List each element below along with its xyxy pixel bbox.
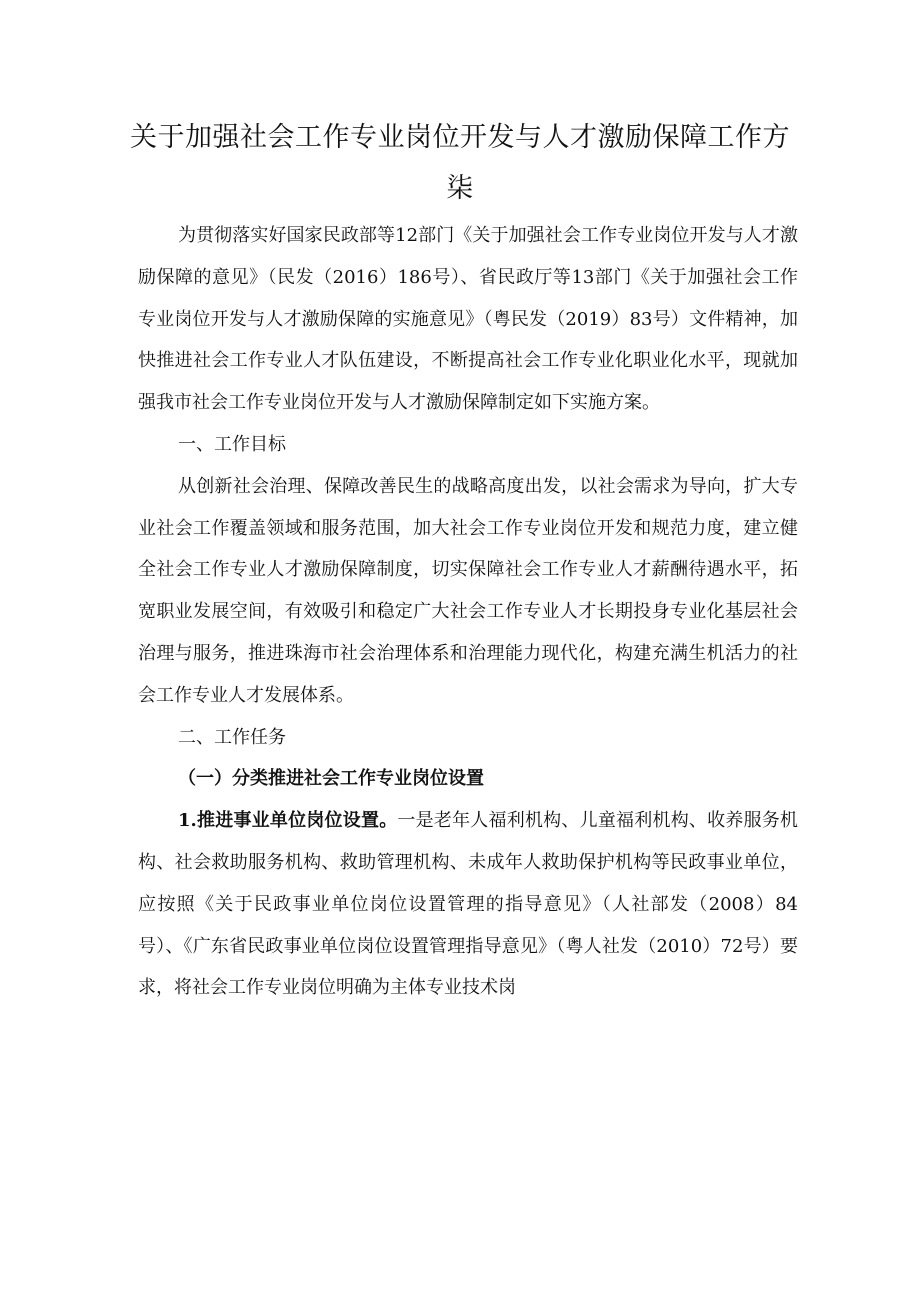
intro-paragraph: 为贯彻落实好国家民政部等12部门《关于加强社会工作专业岗位开发与人才激励保障的意见》（民发（2016）186号）、省民政厅等13部门《关于加强社会工作专业岗位开发与人才激励保障的实施意见》（粤民发（2019）83号）文件精神，加快推进社会工作专业人才队伍建设，不断提高社会工作专业化职业化水平，现就加强我市社会工作专业岗位开发与人才激励保障制定如下实施方案。 [138, 225, 798, 414]
goals-paragraph: 从创新社会治理、保障改善民生的战略高度出发，以社会需求为导向，扩大专业社会工作覆盖领域和服务范围，加大社会工作专业岗位开发和规范力度，建立健全社会工作专业人才激励保障制度，切实保障社会工作专业人才薪酬待遇水平，拓宽职业发展空间，有效吸引和稳定广大社会工作专业人才长期投身专业化基层社会治理与服务，推进珠海市社会治理体系和治理能力现代化，构建充满生机活力的社会工作专业人才发展体系。 [138, 475, 798, 706]
subsection-heading: （一）分类推进社会工作专业岗位设置 [178, 768, 484, 790]
item-lead: 1.推进事业单位岗位设置。 [178, 810, 398, 832]
section-heading-tasks: 二、工作任务 [178, 726, 286, 748]
item-paragraph [138, 800, 798, 1009]
section-heading-goals: 一、工作目标 [178, 433, 286, 455]
item-body: 一是老年人福利机构、儿童福利机构、收养服务机构、社会救助服务机构、救助管理机构、未成年人救助保护机构等民政事业单位，应按照《关于民政事业单位岗位设置管理的指导意见》（人社部发（2008）84号）、《广东省民政事业单位岗位设置管理指导意见》（粤人社发（2010）72号）要求，将社会工作专业岗位明确为主体专业技术岗 [138, 810, 799, 999]
document-title: 关于加强社会工作专业岗位开发与人才激励保障工作方柒 [130, 122, 790, 204]
document-body [138, 215, 798, 1009]
